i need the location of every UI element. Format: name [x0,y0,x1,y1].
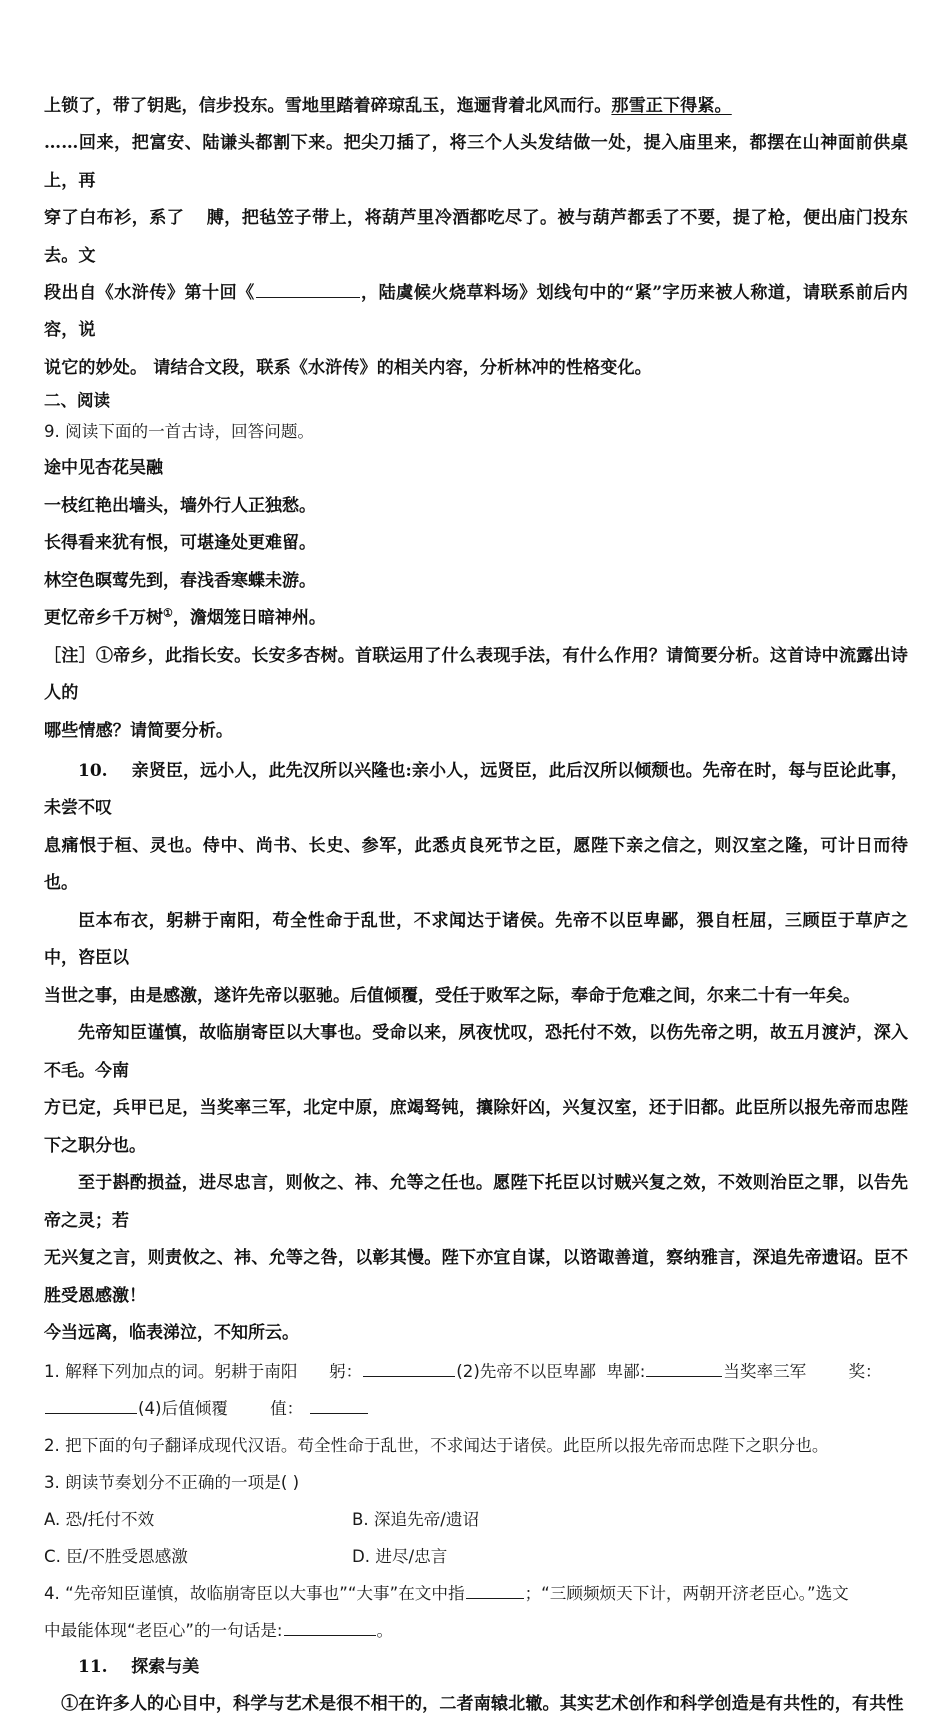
sub-question-1 [44,1353,908,1427]
passage-line-1-underlined: 那雪正下得紧。 [611,96,732,116]
question-11 [44,1649,908,1724]
poem-line-1: 一枝红艳出墙头，墙外行人正独愁。 [44,495,316,516]
poem-line-2: 长得看来犹有恨，可堪逢处更难留。 [44,533,316,554]
question-9-note-line-2: 哪些情感？请简要分析。 [44,720,234,741]
passage-line-1-text: 上锁了，带了钥匙，信步投东。雪地里踏着碎琼乱玉，迤逦背着北风而行。 [44,96,612,116]
fill-blank-shuihu-chapter[interactable] [256,281,360,298]
poem-line-4 [44,600,908,638]
question-10-para-1-text: 亲贤臣，远小人，此先汉所以兴隆也:亲小人，远贤臣，此后汉所以倾颓也。先帝在时，每与臣论此事，未尝不叹 [44,760,908,819]
sub-question-1-text-c: (2)先帝不以臣卑鄙 [456,1361,596,1381]
question-9-prompt [44,413,908,450]
sub-question-3-text: 朗读节奏划分不正确的一项是( ) [65,1472,300,1492]
fill-blank-zhi[interactable] [310,1397,368,1414]
question-11-title: 探索与美 [131,1656,200,1677]
sub-question-1-text-b: 躬： [329,1361,363,1381]
sub-question-2 [44,1427,908,1464]
sub-question-4 [44,1575,908,1649]
passage-line-4-part2: ，陆虞候火烧草料场》划线句中的“紧”字历来被人称道，请联系前后内容，说 [44,283,908,341]
question-9 [44,413,908,750]
passage-shuihu [44,88,908,387]
sub-question-1-text-a: 解释下列加点的词。躬耕于南阳 [65,1361,298,1381]
sub-question-4-line-2-b: 。 [376,1620,394,1640]
question-10-para-4-line-2: 无兴复之言，则责攸之、祎、允等之咎，以彰其慢。陛下亦宜自谋，以谘诹善道，察纳雅言，深追先帝遗诏。臣不胜受恩感激！ [44,1248,908,1306]
passage-line-2: ……回来，把富安、陆谦头都割下来。把尖刀插了，将三个人头发结做一处，提入庙里来，都摆在山神面前供桌上，再 [44,133,908,191]
question-9-prompt-text: 阅读下面的一首古诗，回答问题。 [65,422,315,442]
sub-question-1-text-g: (4)后值倾覆 [138,1398,228,1418]
sub-question-1-text-h: 值： [270,1398,304,1418]
passage-line-4 [44,275,908,350]
sub-question-4-line-1-b: ；“三顾频烦天下计，两朝开济老臣心。”选文 [524,1583,849,1603]
option-c[interactable]: C. 臣/不胜受恩感激 [44,1546,188,1566]
option-b[interactable]: B. 深追先帝/遗诏 [352,1509,480,1529]
fill-blank-jiang[interactable] [45,1397,137,1414]
sub-question-4-number: 4. [44,1583,60,1603]
question-9-number: 9. [44,422,60,442]
fill-blank-dashi[interactable] [466,1582,524,1599]
footnote-marker-1: ① [163,606,173,620]
sub-question-2-text: 把下面的句子翻译成现代汉语。苟全性命于乱世，不求闻达于诸侯。此臣所以报先帝而忠陛下之职分也。 [65,1435,829,1455]
poem-line-4-part1: 更忆帝乡千万树 [44,608,163,629]
passage-line-3-part2: 膊，把毡笠子带上，将葫芦里冷酒都吃尽了。被与葫芦都丢了不要，提了枪，便出庙门投东去。文 [44,208,908,266]
fill-blank-laochenxin[interactable] [284,1619,376,1636]
passage-line-5: 说它的妙处。 请结合文段，联系《水浒传》的相关内容，分析林冲的性格变化。 [44,357,652,378]
question-10-para-2-line-1: 臣本布衣，躬耕于南阳，苟全性命于乱世，不求闻达于诸侯。先帝不以臣卑鄙，猥自枉屈，三顾臣于草庐之中，咨臣以 [44,910,908,969]
question-10-para-4-line-3: 今当远离，临表涕泣，不知所云。 [44,1323,299,1344]
question-10-para-1-line-1 [44,753,908,828]
section-heading-reading: 二、阅读 [44,391,110,411]
sub-question-1-text-e: 当奖率三军 [723,1361,807,1381]
question-10-para-2-line-2: 当世之事，由是感激，遂许先帝以驱驰。后值倾覆，受任于败军之际，奉命于危难之间，尔来二十有一年矣。 [44,985,860,1006]
passage-line-4-part1: 段出自《水浒传》第十回《 [44,283,255,304]
sub-question-1-text-f: 奖： [848,1361,882,1381]
option-d[interactable]: D. 进尽/忠言 [352,1546,448,1566]
sub-question-1-number: 1. [44,1361,60,1381]
question-11-title-line [44,1649,908,1687]
question-10-para-1-line-2: 息痛恨于桓、灵也。侍中、尚书、长史、参军，此悉贞良死节之臣，愿陛下亲之信之，则汉室之隆，可计日而待也。 [44,835,908,894]
option-a[interactable]: A. 恐/托付不效 [44,1509,155,1529]
sub-question-4-line-1-a: “先帝知臣谨慎，故临崩寄臣以大事也”“大事”在文中指 [65,1583,465,1603]
poem-line-4-part2: ，澹烟笼日暗神州。 [172,608,326,629]
question-10-number: 10. [78,760,108,781]
sub-question-3-options [44,1501,908,1575]
sub-question-4-line-2-a: 中最能体现“老臣心”的一句话是: [44,1620,283,1640]
fill-blank-gong[interactable] [363,1360,455,1377]
passage-line-3 [44,200,908,275]
question-10-para-3-line-2: 方已定，兵甲已足，当奖率三军，北定中原，庶竭驽钝，攘除奸凶，兴复汉室，还于旧都。此臣所以报先帝而忠陛下之职分也。 [44,1098,908,1156]
sub-question-3-number: 3. [44,1472,60,1492]
sub-question-2-number: 2. [44,1435,60,1455]
sub-question-1-text-d: 卑鄙: [606,1361,646,1381]
poem-title: 途中见杏花吴融 [44,458,163,479]
passage-line-1 [44,88,908,125]
passage-line-3-part1: 穿了白布衫，系了 [44,208,185,229]
question-9-note-line-1: ［注］①帝乡，此指长安。长安多杏树。首联运用了什么表现手法，有什么作用？请简要分析。这首诗中流露出诗人的 [44,645,908,704]
question-10-para-4-line-1: 至于斟酌损益，进尽忠言，则攸之、祎、允等之任也。愿陛下托臣以讨贼兴复之效，不效则治臣之罪，以告先帝之灵；若 [44,1173,908,1231]
sub-question-3 [44,1464,908,1501]
question-10-para-3-line-1: 先帝知臣谨慎，故临崩寄臣以大事也。受命以来，夙夜忧叹，恐托付不效，以伤先帝之明，故五月渡泸，深入不毛。今南 [44,1023,908,1081]
poem-line-3: 林空色暝莺先到，春浅香寒蝶未游。 [44,570,316,591]
question-11-para-1: ①在许多人的心目中，科学与艺术是很不相干的，二者南辕北辙。其实艺术创作和科学创造是有共性的，有共性 [61,1694,904,1715]
question-10 [44,753,908,1353]
question-11-number: 11. [78,1656,108,1677]
fill-blank-beibi[interactable] [646,1360,722,1377]
